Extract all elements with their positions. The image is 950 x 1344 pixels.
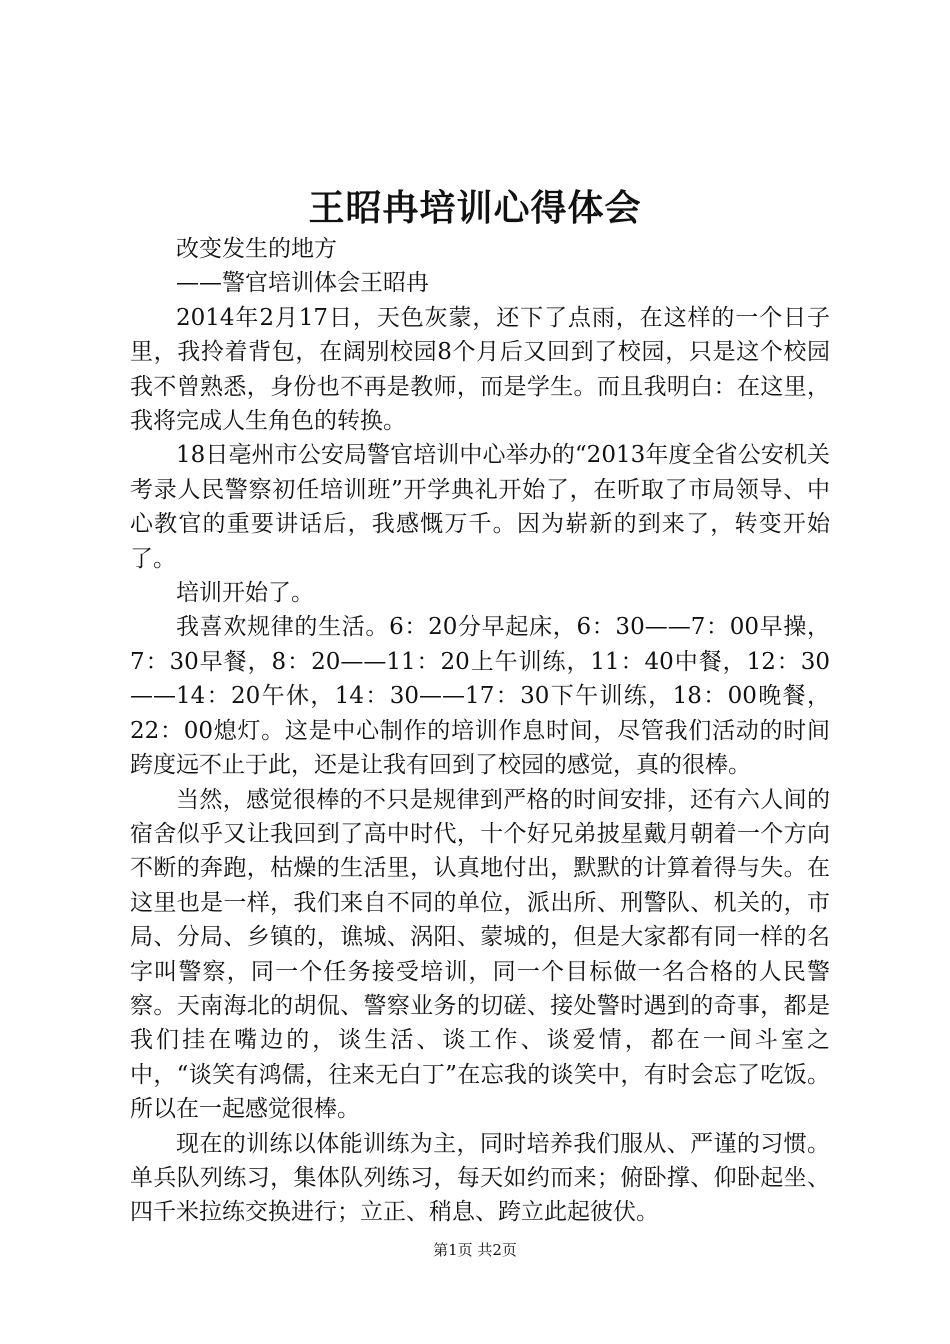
author-line: ——警官培训体会王昭冉 — [176, 270, 429, 297]
paragraph: 现在的训练以体能训练为主，同时培养我们服从、严谨的习惯。单兵队列练习，集体队列练习，每天如约而来；俯卧撑、仰卧起坐、四千米拉练交换进行；立正、稍息、跨立此起彼伏。 — [130, 1130, 830, 1226]
paragraph: 当然，感觉很棒的不只是规律到严格的时间安排，还有六人间的宿舍似乎又让我回到了高中时代，十个好兄弟披星戴月朝着一个方向不断的奔跑，枯燥的生活里，认真地付出，默默的计算着得与失。在这里也是一样，我们来自不同的单位，派出所、刑警队、机关的，市局、分局、乡镇的，谯城、涡阳、蒙城的，但是大家都有同一样的名字叫警察，同一个任务接受培训，同一个目标做一名合格的人民警察。天南海北的胡侃、警察业务的切磋、接处警时遇到的奇事，都是我们挂在嘴边的，谈生活、谈工作、谈爱情，都在一间斗室之中，“谈笑有鸿儒，往来无白丁”在忘我的谈笑中，有时会忘了吃饭。所以在一起感觉很棒。 — [130, 786, 830, 1123]
paragraph: 18日亳州市公安局警官培训中心举办的“2013年度全省公安机关考录人民警察初任培训班”开学典礼开始了，在听取了市局领导、中心教官的重要讲话后，我感慨万千。因为崭新的到来了，转变开始了。 — [130, 442, 830, 572]
paragraph: 培训开始了。 — [176, 580, 314, 607]
subtitle-line: 改变发生的地方 — [176, 236, 337, 262]
paragraph: 我喜欢规律的生活。6：20分早起床，6：30——7：00早操，7：30早餐，8：20——11：20上午训练，11：40中餐，12：30——14：20午休，14：30——17：30下午训练，18：00晚餐，22：00熄灯。这是中心制作的培训作息时间，尽管我们活动的时间跨度远不止于此，还是让我有回到了校园的感觉，真的很棒。 — [130, 614, 830, 779]
page-number: 第1页 共2页 — [433, 1241, 517, 1259]
document-body — [130, 232, 830, 1230]
paragraph: 2014年2月17日，天色灰蒙，还下了点雨，在这样的一个日子里，我拎着背包，在阔别校园8个月后又回到了校园，只是这个校园我不曾熟悉，身份也不再是教师，而是学生。而且我明白：在这里，我将完成人生角色的转换。 — [130, 304, 830, 435]
document-title: 王昭冉培训心得体会 — [308, 187, 642, 229]
